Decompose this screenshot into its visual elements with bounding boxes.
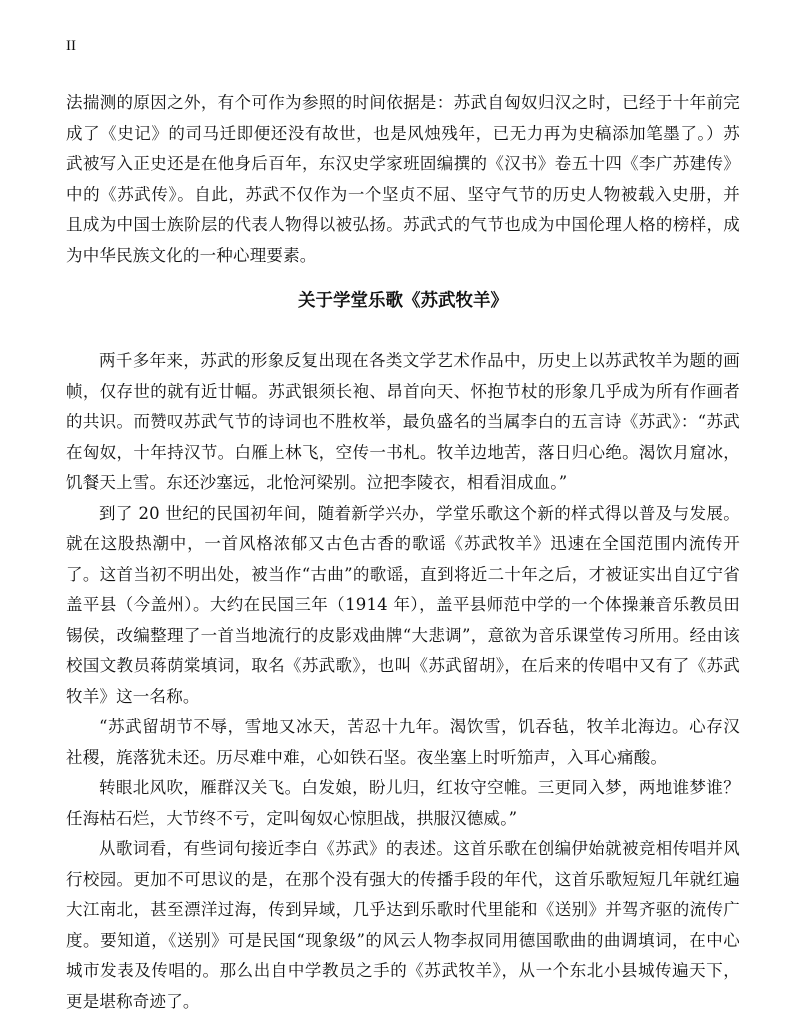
section-body: [66, 346, 740, 1017]
page-number: II: [66, 38, 76, 54]
paragraph-5: 从歌词看，有些词句接近李白《苏武》的表述。这首乐歌在创编伊始就被竞相传唱并风行校园。更加不可思议的是，在那个没有强大的传播手段的年代，这首乐歌短短几年就红遍大江南北，甚至漂洋过海，传到异域，几乎达到乐歌时代里能和《送别》并驾齐驱的流传广度。要知道，《送别》可是民国“现象级”的风云人物李叔同用德国歌曲的曲调填词，在中心城市发表及传唱的。那么出自中学教员之手的《苏武牧羊》，从一个东北小县城传遍天下，更是堪称奇迹了。: [66, 839, 740, 1011]
paragraph-2: 到了 20 世纪的民国初年间，随着新学兴办，学堂乐歌这个新的样式得以普及与发展。就在这股热潮中，一首风格浓郁又古色古香的歌谣《苏武牧羊》迅速在全国范围内流传开了。这首当初不明出处，被当作“古曲”的歌谣，直到将近二十年之后，才被证实出自辽宁省盖平县（今盖州）。大约在民国三年（1914 年），盖平县师范中学的一个体操兼音乐教员田锡侯，改编整理了一首当地流行的皮影戏曲牌“大悲调”，意欲为音乐课堂传习所用。经由该校国文教员蒋荫棠填词，取名《苏武歌》，也叫《苏武留胡》，在后来的传唱中又有了《苏武牧羊》这一名称。: [66, 503, 740, 706]
lyrics-paragraph-2: 转眼北风吹，雁群汉关飞。白发娘，盼儿归，红妆守空帷。三更同入梦，两地谁梦谁？任海枯石烂，大节终不亏，定叫匈奴心惊胆战，拱服汉德威。”: [66, 778, 740, 828]
lyrics-paragraph-1: “苏武留胡节不辱，雪地又冰天，苦忍十九年。渴饮雪，饥吞毡，牧羊北海边。心存汉社稷，旄落犹未还。历尽难中难，心如铁石坚。夜坐塞上时听笳声，入耳心痛酸。: [66, 717, 740, 767]
paragraph-1: 两千多年来，苏武的形象反复出现在各类文学艺术作品中，历史上以苏武牧羊为题的画帧，仅存世的就有近廿幅。苏武银须长袍、昂首向天、怀抱节杖的形象几乎成为所有作画者的共识。而赞叹苏武气节的诗词也不胜枚举，最负盛名的当属李白的五言诗《苏武》：“苏武在匈奴，十年持汉节。白雁上林飞，空传一书札。牧羊边地苦，落日归心绝。渴饮月窟冰，饥餐天上雪。东还沙塞远，北怆河梁别。泣把李陵衣，相看泪成血。”: [66, 351, 740, 492]
section-title: 关于学堂乐歌《苏武牧羊》: [298, 291, 508, 311]
intro-text-block: [66, 88, 740, 271]
intro-paragraph: 法揣测的原因之外，有个可作为参照的时间依据是：苏武自匈奴归汉之时，已经于十年前完成了《史记》的司马迁即便还没有故世，也是风烛残年，已无力再为史稿添加笔墨了。）苏武被写入正史还是在他身后百年，东汉史学家班固编撰的《汉书》卷五十四《李广苏建传》中的《苏武传》。自此，苏武不仅作为一个坚贞不屈、坚守气节的历史人物被载入史册，并且成为中国士族阶层的代表人物得以被弘扬。苏武式的气节也成为中国伦理人格的榜样，成为中华民族文化的一种心理要素。: [66, 93, 740, 265]
